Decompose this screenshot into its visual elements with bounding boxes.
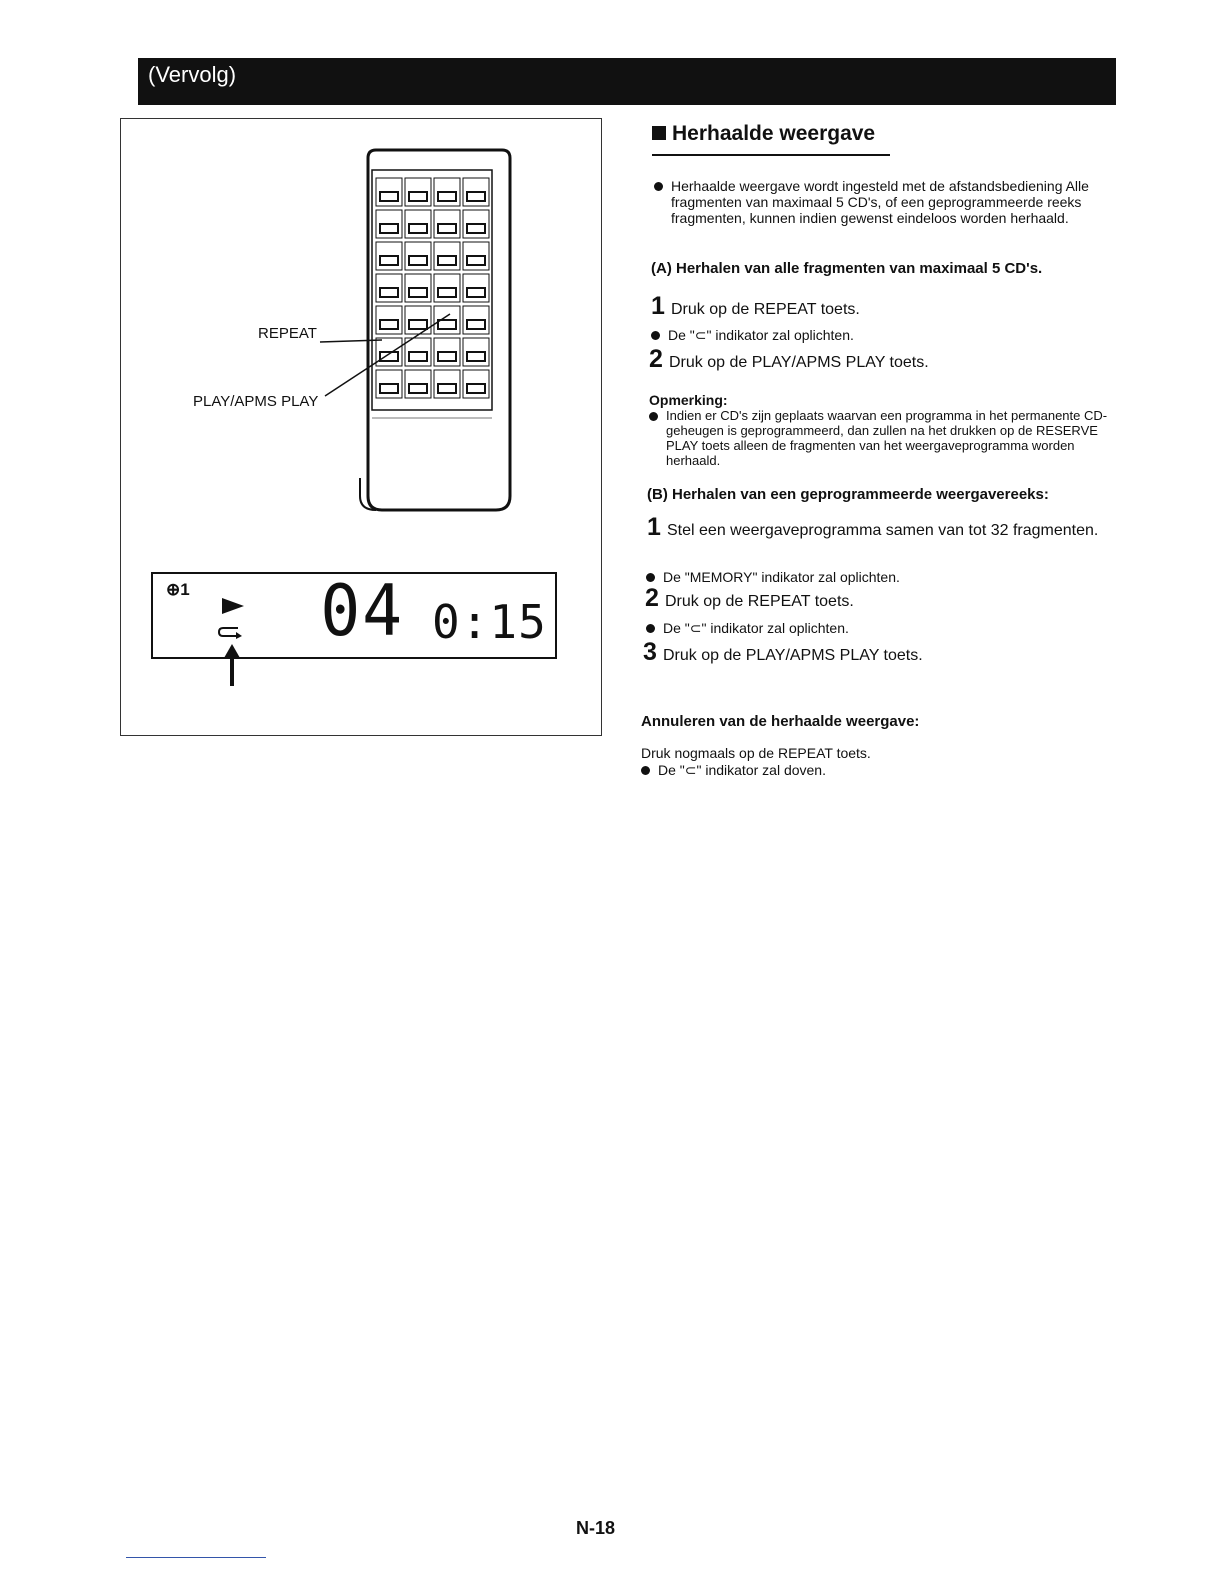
part-a-step-2: 2 Druk op de PLAY/APMS PLAY toets.	[649, 345, 929, 373]
remote-button	[438, 352, 456, 361]
remote-button	[380, 224, 398, 233]
remote-button	[380, 288, 398, 297]
remote-button	[467, 352, 485, 361]
remote-button	[438, 192, 456, 201]
remote-button	[467, 384, 485, 393]
remote-button	[438, 256, 456, 265]
part-a-step-1: 1 Druk op de REPEAT toets.	[651, 292, 860, 320]
part-b-step-2: 2 Druk op de REPEAT toets.	[645, 584, 854, 612]
note-heading: Opmerking:	[649, 392, 728, 408]
remote-button	[467, 288, 485, 297]
remote-button	[438, 288, 456, 297]
remote-button	[409, 288, 427, 297]
part-a-heading: (A) Herhalen van alle fragmenten van maximaal 5 CD's.	[651, 260, 1043, 277]
remote-button	[409, 320, 427, 329]
note-paragraph: Indien er CD's zijn geplaats waarvan een programma in het permanente CD-geheugen is geprogrammeerd, dan zullen na het drukken op de RESERVE PLAY toets alleen de fragmenten van het weergaveprogramma worden herhaald.	[649, 408, 1111, 468]
page-number: N-18	[576, 1518, 616, 1538]
remote-button	[467, 320, 485, 329]
remote-button	[467, 256, 485, 265]
remote-button	[380, 192, 398, 201]
repeat-label: REPEAT	[258, 325, 317, 342]
remote-button	[380, 256, 398, 265]
part-b-step-3: 3 Druk op de PLAY/APMS PLAY toets.	[643, 638, 923, 666]
play-label: PLAY/APMS PLAY	[193, 393, 319, 410]
header-bar	[138, 58, 1116, 105]
footer-rule	[126, 1557, 266, 1558]
cancel-bullet: De "⊂" indikator zal doven.	[641, 762, 826, 779]
remote-button	[438, 224, 456, 233]
remote-button	[438, 384, 456, 393]
remote-button	[409, 224, 427, 233]
intro-paragraph: Herhaalde weergave wordt ingesteld met de afstandsbediening Alle fragmenten van maximaal 5 CD's, of een geprogrammeerde reeks fragmenten, kunnen indien gewenst eindeloos worden herhaald.	[654, 178, 1114, 226]
cancel-text: Druk nogmaals op de REPEAT toets.	[641, 745, 871, 761]
remote-button	[380, 320, 398, 329]
remote-button	[438, 320, 456, 329]
part-b-heading: (B) Herhalen van een geprogrammeerde weergavereeks:	[647, 486, 1049, 503]
disc-indicator: ⊕1	[166, 580, 190, 599]
remote-button	[409, 256, 427, 265]
track-readout: 04	[320, 570, 405, 652]
play-triangle-icon	[222, 598, 244, 614]
remote-button	[409, 192, 427, 201]
remote-button	[467, 224, 485, 233]
remote-button	[409, 384, 427, 393]
up-arrow-icon	[224, 644, 240, 686]
remote-button	[409, 352, 427, 361]
title-rule	[652, 154, 890, 156]
time-readout: 0:15	[432, 595, 547, 649]
repeat-icon	[218, 625, 242, 639]
part-b-bullet-2: De "⊂" indikator zal oplichten.	[646, 620, 849, 637]
cancel-heading: Annuleren van de herhaalde weergave:	[641, 713, 920, 730]
part-b-bullet-1: De "MEMORY" indikator zal oplichten.	[646, 569, 900, 585]
part-b-step-1: 1 Stel een weergaveprogramma samen van tot 32 fragmenten.	[647, 513, 1099, 541]
header-label: (Vervolg)	[140, 60, 244, 90]
section-title: Herhaalde weergave	[652, 122, 875, 146]
remote-button	[380, 384, 398, 393]
part-a-bullet-1: De "⊂" indikator zal oplichten.	[651, 327, 854, 344]
remote-button	[467, 192, 485, 201]
